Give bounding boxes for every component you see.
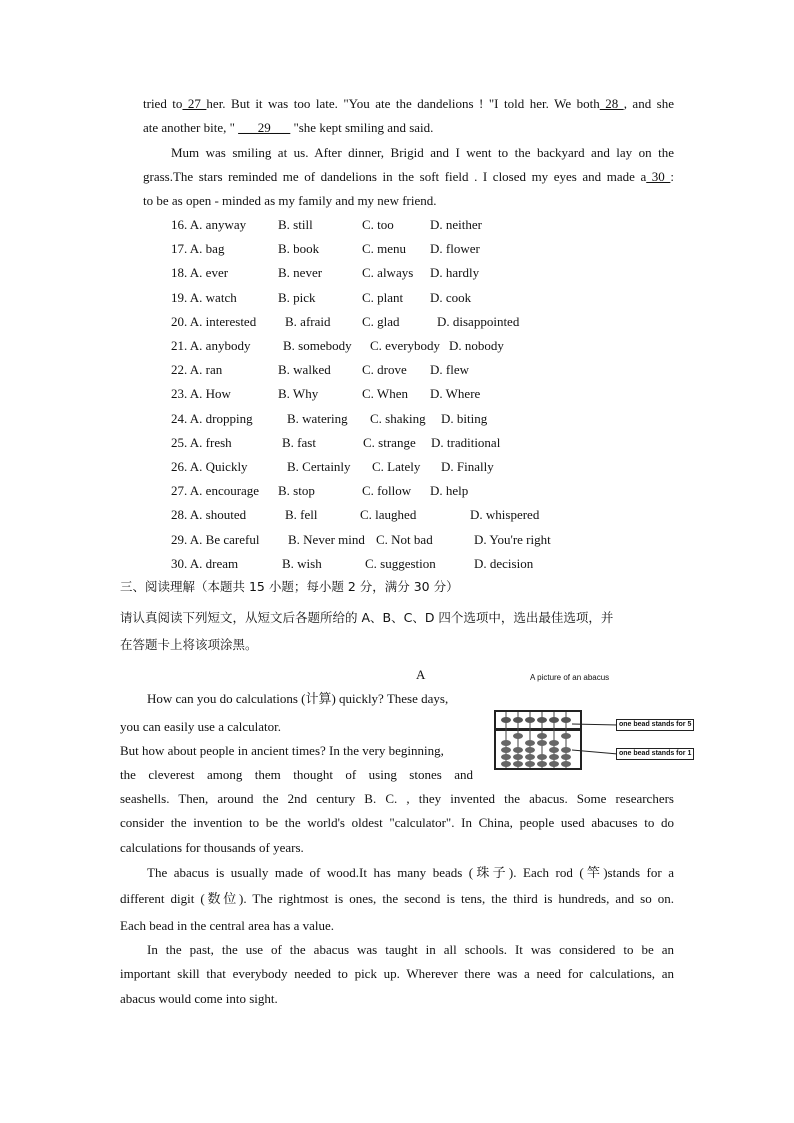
blank-28: 28 xyxy=(599,96,624,111)
question-18-option-a: 18. A. ever xyxy=(171,265,229,281)
passage-line-4: grass.The stars reminded me of dandelions in the soft field . I closed my eyes and made a 30 : xyxy=(143,169,674,184)
question-29-option-b: B. Never mind xyxy=(288,531,365,547)
question-17-option-d: D. flower xyxy=(430,241,480,257)
question-16-option-b: B. still xyxy=(278,217,313,232)
question-24-option-b: B. watering xyxy=(287,410,348,426)
question-28-option-c: C. laughed xyxy=(360,507,417,523)
passage-line-2: ate another bite, " ___29___ "she kept smiling and said. xyxy=(143,120,434,135)
question-19-option-a: 19. A. watch xyxy=(171,289,237,305)
section-instruction-2: 在答题卡上将该项涂黑。 xyxy=(120,637,258,652)
question-24-option-d: D. biting xyxy=(441,410,488,426)
question-16-option-c: C. too xyxy=(362,217,394,232)
blank-27: 27 xyxy=(182,96,207,111)
question-30-option-a: 30. A. dream xyxy=(171,555,239,571)
question-18-option-d: D. hardly xyxy=(430,265,480,281)
question-30-option-c: C. suggestion xyxy=(365,555,436,571)
question-24-option-a: 24. A. dropping xyxy=(171,410,253,426)
question-26-option-d: D. Finally xyxy=(441,459,494,474)
passage-a-p1-line-3: But how about people in ancient times? In the very beginning, xyxy=(120,743,444,758)
question-22-option-d: D. flew xyxy=(430,362,469,378)
question-25-option-c: C. strange xyxy=(363,434,416,450)
question-18-option-c: C. always xyxy=(362,265,414,281)
passage-label: A xyxy=(416,667,426,682)
question-19-option-d: D. cook xyxy=(430,289,472,305)
question-26-option-a: 26. A. Quickly xyxy=(171,459,248,474)
passage-line-1: tried to 27 her. But it was too late. "You ate the dandelions ! "I told her. We both 28 , and she xyxy=(143,96,675,111)
passage-line-3: Mum was smiling at us. After dinner, Brigid and I went to the backyard and lay on the xyxy=(171,145,674,160)
passage-a-p3-line-1: In the past, the use of the abacus was taught in all schools. It was considered to be an xyxy=(147,942,674,957)
question-17-option-b: B. book xyxy=(278,241,320,257)
question-21-option-c: C. everybody xyxy=(370,338,441,353)
question-20-option-a: 20. A. interested xyxy=(171,313,257,329)
question-28-option-d: D. whispered xyxy=(470,507,540,523)
question-26-option-b: B. Certainly xyxy=(287,459,351,474)
abacus-caption: A picture of an abacus xyxy=(530,673,610,682)
passage-a-p1-line-7: calculations for thousands of years. xyxy=(120,840,304,855)
passage-a-p1-line-5: seashells. Then, around the 2nd century B. C. , they invented the abacus. Some researchers xyxy=(120,791,674,806)
question-24-option-c: C. shaking xyxy=(370,410,426,426)
question-30-option-d: D. decision xyxy=(474,555,534,571)
section-instruction-1: 请认真阅读下列短文，从短文后各题所给的 A、B、C、D 四个选项中，选出最佳选项，并 xyxy=(120,610,614,625)
abacus-drawing xyxy=(494,710,582,770)
passage-a-p3-line-3: abacus would come into sight. xyxy=(120,991,278,1006)
passage-a-p1-line-2: you can easily use a calculator. xyxy=(120,719,281,734)
question-25-option-d: D. traditional xyxy=(431,434,501,450)
blank-30: 30 xyxy=(646,169,671,184)
question-28-option-a: 28. A. shouted xyxy=(171,507,247,523)
question-25-option-b: B. fast xyxy=(282,434,316,450)
question-20-option-c: C. glad xyxy=(362,313,400,329)
question-27-option-a: 27. A. encourage xyxy=(171,483,260,499)
question-23-option-c: C. When xyxy=(362,386,408,402)
question-27-option-c: C. follow xyxy=(362,483,412,499)
passage-a-p3-line-2: important skill that everybody needed to pick up. Wherever there was a need for calculations, an xyxy=(120,966,674,981)
question-17-option-c: C. menu xyxy=(362,241,407,257)
passage-a-p1-line-1: How can you do calculations (计算) quickly? These days, xyxy=(147,691,449,706)
question-30-option-b: B. wish xyxy=(282,555,322,571)
question-21-option-a: 21. A. anybody xyxy=(171,338,251,353)
section-heading: 三、阅读理解（本题共 15 小题；每小题 2 分，满分 30 分） xyxy=(120,579,459,594)
blank-29: ___29___ xyxy=(238,120,291,135)
callout-one: one bead stands for 1 xyxy=(616,748,694,760)
question-20-option-d: D. disappointed xyxy=(437,313,520,329)
question-19-option-c: C. plant xyxy=(362,289,404,305)
question-23-option-b: B. Why xyxy=(278,386,319,402)
question-18-option-b: B. never xyxy=(278,265,323,281)
passage-a-p2-line-3: Each bead in the central area has a value. xyxy=(120,918,335,933)
question-23-option-a: 23. A. How xyxy=(171,386,231,402)
question-29-option-a: 29. A. Be careful xyxy=(171,531,260,547)
passage-a-p1-line-6: consider the invention to be the world's oldest "calculator". In China, people used abacuses to do xyxy=(120,815,674,830)
question-23-option-d: D. Where xyxy=(430,386,481,402)
question-26-option-c: C. Lately xyxy=(372,459,421,474)
question-25-option-a: 25. A. fresh xyxy=(171,434,232,450)
question-22-option-b: B. walked xyxy=(278,362,331,378)
passage-a-p1-line-4: the cleverest among them thought of using stones and xyxy=(120,767,473,782)
question-27-option-b: B. stop xyxy=(278,483,315,499)
question-17-option-a: 17. A. bag xyxy=(171,241,225,257)
question-16-option-a: 16. A. anyway xyxy=(171,217,247,232)
callout-five: one bead stands for 5 xyxy=(616,719,694,731)
callout-lines xyxy=(570,718,620,758)
question-20-option-b: B. afraid xyxy=(285,313,331,329)
question-21-option-d: D. nobody xyxy=(449,338,504,353)
passage-a-p2-line-2: different digit (数位). The rightmost is ones, the second is tens, the third is hundreds, and so on. xyxy=(120,891,674,906)
question-22-option-a: 22. A. ran xyxy=(171,362,223,378)
passage-line-5: to be as open - minded as my family and my new friend. xyxy=(143,193,437,208)
question-29-option-d: D. You're right xyxy=(474,531,551,547)
question-27-option-d: D. help xyxy=(430,483,469,499)
question-21-option-b: B. somebody xyxy=(283,338,352,353)
passage-a-p2-line-1: The abacus is usually made of wood.It has many beads (珠子). Each rod (竿)stands for a xyxy=(147,865,674,880)
question-28-option-b: B. fell xyxy=(285,507,318,523)
question-22-option-c: C. drove xyxy=(362,362,407,378)
question-29-option-c: C. Not bad xyxy=(376,531,433,547)
question-19-option-b: B. pick xyxy=(278,289,316,305)
question-16-option-d: D. neither xyxy=(430,217,482,232)
abacus-image xyxy=(494,710,582,770)
